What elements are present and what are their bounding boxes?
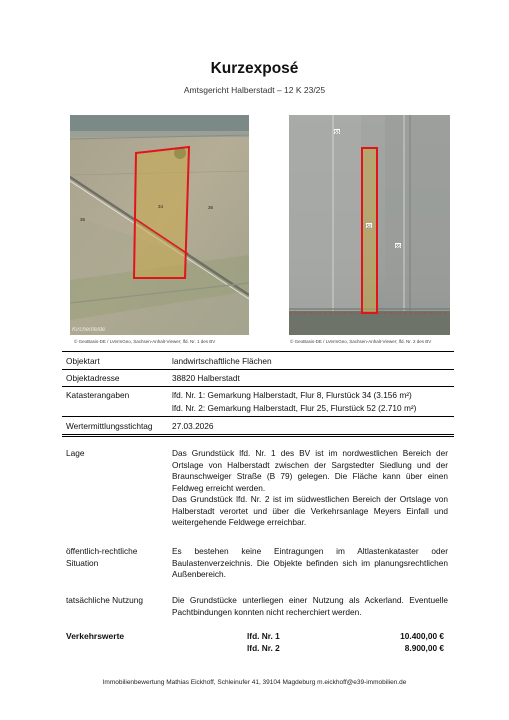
map-watermark: Kirchenfelde (72, 327, 106, 333)
parcel-34-outline (134, 147, 189, 278)
kataster-line-2: lfd. Nr. 2: Gemarkung Halberstadt, Flur 25, Flurstück 52 (2.710 m²) (172, 403, 417, 413)
parcel-label: 36 (208, 205, 214, 210)
table-divider (62, 369, 454, 370)
aerial-map-1 (70, 115, 249, 335)
objektart-label: Objektart (66, 356, 100, 366)
table-divider (62, 434, 454, 435)
oeffentlich-label-line-2: Situation (66, 558, 99, 568)
lage-paragraph-2: Das Grundstück lfd. Nr. 2 ist im südwestlichen Bereich der Ortslage von Halberstadt verortet und über die Verkehrsanlage Meyers Einfall und weitergehende Feldwege erreichbar. (172, 494, 448, 527)
map-1-caption: © GeoBasis-DE / LVermGeo, Sachsen-Anhalt-Viewer; lfd. Nr. 1 des BV (74, 339, 216, 344)
verkehrswert-nr-2: lfd. Nr. 2 (247, 643, 280, 653)
table-divider (62, 351, 454, 352)
aerial-map-2 (289, 115, 450, 335)
table-divider (62, 436, 454, 437)
verkehrswerte-label: Verkehrswerte (66, 631, 125, 641)
verkehrswert-value-2: 8.900,00 € (404, 643, 444, 653)
parcel-label: 35 (80, 217, 86, 222)
page-subtitle: Amtsgericht Halberstadt – 12 K 23/25 (183, 85, 326, 95)
table-divider (62, 386, 454, 387)
verkehrswert-value-1: 10.400,00 € (400, 631, 444, 641)
kataster-label: Katasterangaben (66, 390, 130, 400)
oeffentlich-label-line-1: öffentlich-rechtliche (66, 546, 138, 556)
stichtag-label: Wertermittlungsstichtag (66, 421, 153, 431)
verkehrswert-nr-1: lfd. Nr. 1 (247, 631, 280, 641)
page-footer: Immobilienbewertung Mathias Eickhoff, Schleinufer 41, 39104 Magdeburg m.eickhoff@e39-immobilien.de (102, 679, 407, 686)
nutzung-text: Die Grundstücke unterliegen einer Nutzung als Ackerland. Eventuelle Pachtbindungen konnten nicht recherchiert werden. (172, 595, 448, 617)
stichtag-value: 27.03.2026 (172, 421, 214, 431)
page-title: Kurzexposé (210, 60, 299, 77)
lage-paragraph-1: Das Grundstück lfd. Nr. 1 des BV ist im nordwestlichen Bereich der Ortslage von Halberstadt zwischen der Sargstedter Siedlung und der Braunschweiger Straße (B 79) gelegen. Die Fläche kann über einen Feldweg erreicht werden. (172, 448, 448, 493)
map-2-caption: © GeoBasis-DE / LVermGeo, Sachsen-Anhalt-Viewer; lfd. Nr. 2 des BV (290, 339, 432, 344)
table-divider (62, 416, 454, 417)
parcel-label: 55 (395, 243, 401, 249)
objektadresse-label: Objektadresse (66, 373, 120, 383)
objektart-value: landwirtschaftliche Flächen (172, 356, 272, 366)
oeffentlich-text: Es bestehen keine Eintragungen im Altlastenkataster oder Baulastenverzeichnis. Die Objekte befinden sich im planungsrechtlichen Außenbereich. (172, 546, 448, 579)
lage-text (172, 448, 448, 529)
parcel-label: 52 (366, 223, 372, 229)
nutzung-label: tatsächliche Nutzung (66, 595, 144, 605)
parcel-label: 34 (158, 204, 164, 209)
objektadresse-value: 38820 Halberstadt (172, 373, 240, 383)
lage-label: Lage (66, 448, 85, 458)
parcel-label: 53 (334, 129, 340, 135)
kataster-line-1: lfd. Nr. 1: Gemarkung Halberstadt, Flur 8, Flurstück 34 (3.156 m²) (172, 390, 412, 400)
parcel-52-outline (362, 148, 377, 313)
